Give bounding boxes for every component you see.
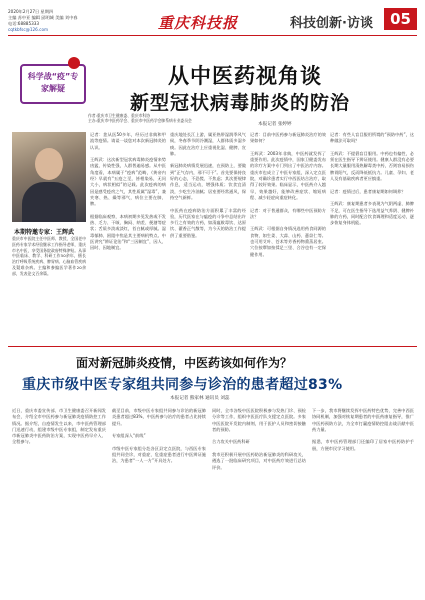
top-title-line1: 从中医药视角谈 bbox=[168, 64, 322, 88]
section-title: 科技创新·访谈 bbox=[290, 16, 373, 31]
bottom-column-3: 同时，全市各级中医医院积极参与发热门诊、预检分诊等工作，组织中医医疗队支援定点医院。多家中医医院开发院内制剂，用于医护人员和密切接触者的预防。 合力攻关中医药科研 我市还积极开展中医药防治新冠肺炎的科研攻关，遴选了一批临床研究项目，对中医药疗效进行总结评价。 bbox=[212, 408, 306, 470]
newspaper-logo: 重庆科技报 bbox=[158, 14, 239, 32]
top-column-2: 重庆地处长江上游，属亚热带湿润季风气候，冬春季节阴冷潮湿，人群体质多湿多痰。因此在治疗上应重视化湿、健脾、宣肺。 新冠肺炎病情发展迅速，在预防上，要做到“正气存内，邪不可干”。首先要保持良好的心态，不恐慌、不焦虑；其次要规律作息，适当运动，增强体质；饮食宜清淡，少吃生冷油腻；居室要经常通风，保持空气新鲜。 中医药在疫病防治方面积累了丰富的经验，历代医家在与瘟疫的斗争中总结出许多行之有效的方药，如清瘟败毒饮、达原饮、藿香正气散等，为今天的防治工作提供了重要借鉴。 bbox=[170, 132, 246, 238]
masthead-rule bbox=[8, 35, 417, 36]
top-column-3: 记者：目前中医药参与新冠肺炎治疗的效果如何？ 王辉武：2003年非典，中医药就发挥了重要作用。此次疫情中，国家卫健委发布的诊疗方案中专门列出了中医治疗内容。重庆市也成立了中医专家组，深入定点医院，对确诊患者实行中西医结合治疗，取得了较好效果。临床显示，中医药介入越早，效果越好，能够改善症状、缩短病程、减少轻症向重症转化。 记者：对于普通群众，有哪些中医预防方法？ 王辉武：可根据自身情况选用药食同源的食物，如生姜、大蒜、山药、薏苡仁等。也可用艾叶、苍术等芳香药物熏蒸居室。穴位按摩如按揉足三里、合谷也有一定保健作用。 bbox=[250, 132, 326, 257]
bottom-column-4: 下一步，我市将继续发挥中医药特色优势，完善中西医协同机制，加强对恢复期患者的中医药康复指导，推广中医药预防方法，为全市打赢疫情防控阻击战贡献中医药力量。 据悉，市中医药管理部门还编印了居家中医药防护手册，方便市民学习使用。 bbox=[312, 408, 414, 451]
top-column-4: 记者：有些人盲目服用所谓的“预防中药”，这种做法可取吗？ 王辉武：不提倡盲目服用。中药也有偏性，必须在医生指导下辨证使用。健康人群没有必要长期大量服用清热解毒类中药，否则容易损伤脾胃阳气，反而降低抵抗力。儿童、孕妇、老人及有基础疾病者更应慎重。 记者：疫情过后，患者康复期如何调养？ 王辉武：康复期患者多表现为气阴两虚、肺脾不足，可在医生指导下选用益气养阴、健脾补肺的方药，同时配合饮食调理和适度运动，逐步恢复身体机能。 bbox=[330, 132, 414, 226]
top-column-1: 记者：您从医50多年，经历过非典和甲流等疫情。请谈一谈您对本次新冠肺炎的认识。 王辉武：这次新型冠状病毒肺炎疫情来势凶猛，传染性强，人群普遍易感。从中医角度看，本病属于“疫病”范畴，《黄帝内经》早就有“五疫之至，皆相染易，无问大小，病状相似”的记载。此次疫病的病因是感受疫疠之气，其性质属“湿毒”，兼夹寒、热、燥等邪气，病位主要在肺、脾。 根据临床观察，本病初期多见发热或不发热、乏力、干咳、胸闷、纳差、便溏等症状；舌质多淡或淡红，苔白腻或厚腻。湿毒郁肺、困阻中焦是其主要病机特点。中医讲究“辨证论治”和“三因制宜”，因人、因时、因地制宜。 bbox=[90, 132, 166, 251]
phone-line: 电话:68885333 bbox=[8, 21, 40, 26]
expert-photo bbox=[12, 132, 86, 222]
bottom-column-1: 近日，重庆市委宣传部、市卫生健康委召开新闻发布会，介绍全市中医药参与新冠肺炎疫情防控工作情况。据介绍，自疫情发生以来，市中医药管理部门迅速行动，组建市级中医专家组，制定发布重庆市新冠肺炎中医药防治方案，实现中医药早介入、全程参与。 bbox=[12, 408, 106, 445]
bottom-kicker: 面对新冠肺炎疫情，中医药该如何作为？ bbox=[76, 356, 293, 370]
date-line: 2020年2月27日 星期四 bbox=[8, 9, 54, 14]
author-bio-line1: 作者:重庆市卫生健康委、重庆市科协 bbox=[88, 113, 151, 118]
email-line[interactable]: cqtkbfsc@126.com bbox=[8, 27, 49, 32]
badge-text: 科学战“疫”专家解疑 bbox=[27, 72, 79, 93]
expert-badge bbox=[20, 64, 86, 104]
page-number: 05 bbox=[384, 8, 417, 30]
section-divider bbox=[8, 346, 417, 347]
top-byline: 本报记者 张婷婷 bbox=[258, 122, 292, 127]
top-title-line2: 新型冠状病毒肺炎的防治 bbox=[130, 92, 351, 114]
bottom-column-2: 截至目前，市级中医专家组共同参与诊治的新冠肺炎患者超过83%，中医药参与治疗的患者占比持续提升。 专家组深入“前线” 市级中医专家组分赴各区县定点医院，与西医专家组共同会诊，对重症、危重症患者进行中医辨证施治，为患者“一人一方”开具处方。 bbox=[112, 408, 206, 464]
expert-bio: 重庆市中医院主任中医师、教授，全国老中医药专家学术经验继承工作指导老师，重庆市名中医，享受国务院政府特殊津贴。从事中医临床、教学、科研工作50余年，擅长治疗呼吸系统疾病、脾胃病、心脑血管疾病及疑难杂病。主编和参编医学著作20余部，发表论文百余篇。 bbox=[12, 236, 86, 276]
portrait-head bbox=[35, 148, 63, 180]
photo-caption: 本期特邀专家：王辉武 bbox=[14, 229, 75, 236]
bottom-byline: 本报记者 熊家林 通讯员 刘蕊 bbox=[170, 396, 230, 401]
editor-line: 主编 苏中亚 编辑 邱明城 美编 刘中春 bbox=[8, 15, 78, 20]
author-bio-line2: 主办:重庆市中医药学会、重庆市中医药学会肺系病专业委员会 bbox=[88, 118, 192, 123]
bottom-title: 重庆市级中医专家组共同参与诊治的患者超过83% bbox=[22, 377, 343, 393]
portrait-body bbox=[22, 182, 76, 222]
virus-icon bbox=[68, 57, 80, 69]
